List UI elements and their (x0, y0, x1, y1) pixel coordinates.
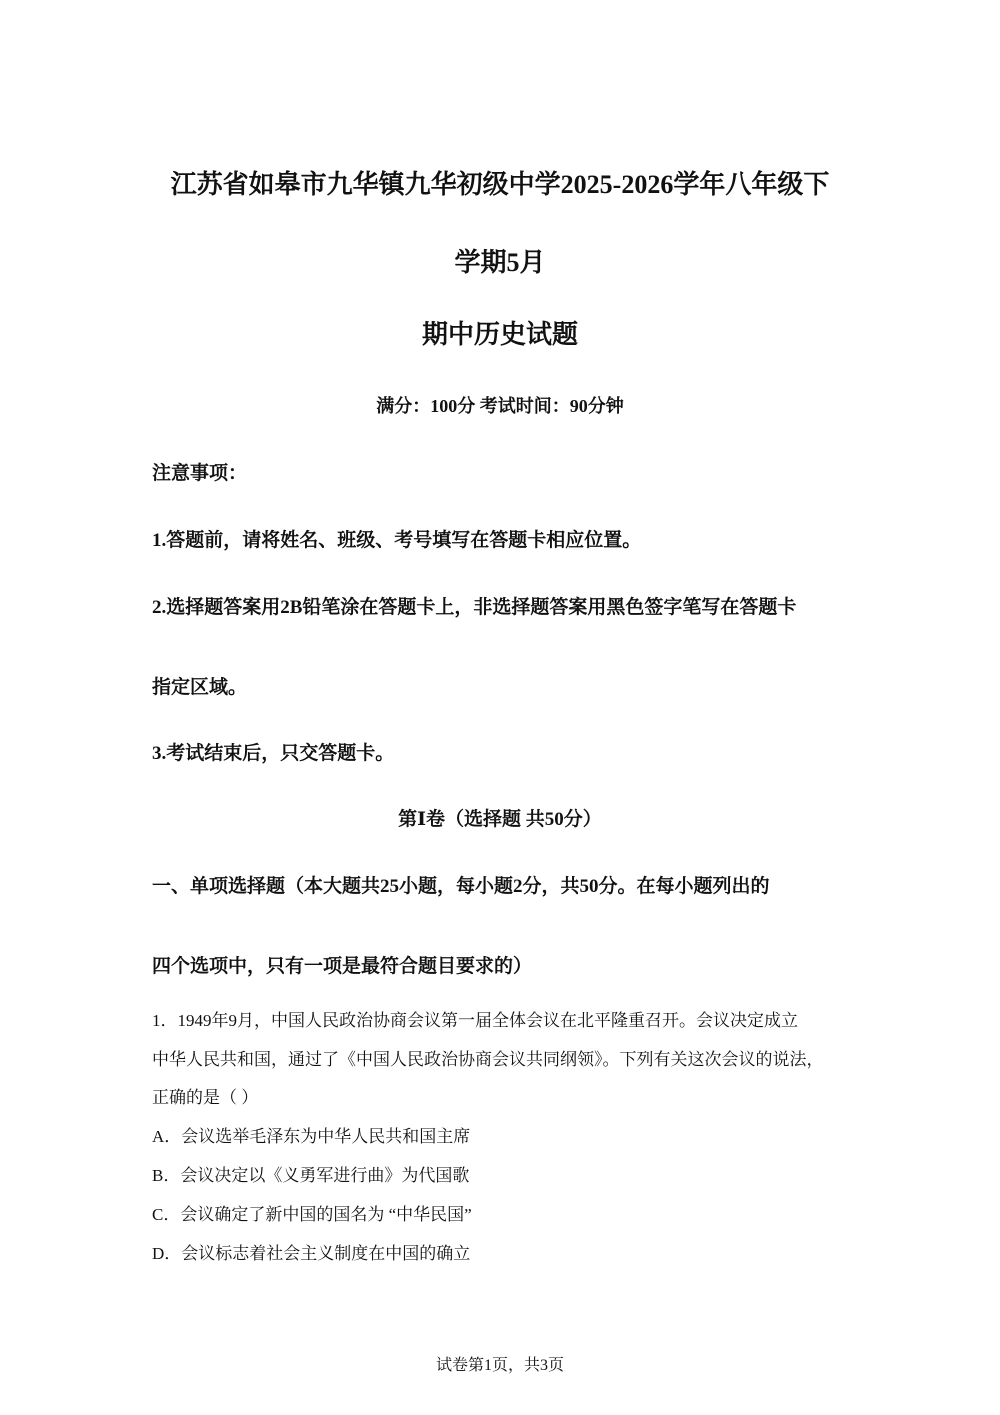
score-and-time: 满分：100分 考试时间：90分钟 (376, 396, 624, 416)
question-1-option-b: B．会议决定以《义勇军进行曲》为代国歌 (152, 1166, 470, 1185)
notice-item-2-continued: 指定区域。 (152, 677, 248, 698)
notice-item-2: 2.选择题答案用2B铅笔涂在答题卡上，非选择题答案用黑色签字笔写在答题卡 (152, 597, 797, 618)
page-footer: 试卷第1页，共3页 (435, 1357, 564, 1374)
notice-item-3: 3.考试结束后，只交答题卡。 (152, 743, 395, 764)
question-1-option-c: C．会议确定了新中国的国名为 “中华民国” (152, 1205, 472, 1224)
question-1-option-a: A．会议选举毛泽东为中华人民共和国主席 (152, 1127, 471, 1146)
exam-title-line-3: 期中历史试题 (421, 320, 578, 349)
question-1-stem-line-2: 中华人民共和国，通过了《中国人民政治协商会议共同纲领》。下列有关这次会议的说法， (152, 1050, 824, 1069)
notice-heading: 注意事项： (152, 463, 248, 484)
notice-item-1: 1.答题前，请将姓名、班级、考号填写在答题卡相应位置。 (152, 530, 642, 551)
question-1-option-d: D．会议标志着社会主义制度在中国的确立 (152, 1244, 471, 1263)
exam-title-line-1: 江苏省如皋市九华镇九华初级中学2025-2026学年八年级下 (170, 170, 830, 199)
section-heading-line-1: 一、单项选择题（本大题共25小题，每小题2分，共50分。在每小题列出的 (152, 876, 770, 897)
part-heading: 第Ⅰ卷（选择题 共50分） (398, 809, 602, 830)
exam-title-line-2: 学期5月 (454, 248, 546, 277)
question-1-stem-line-3: 正确的是（ ） (152, 1088, 259, 1107)
question-1-stem-line-1: 1．1949年9月，中国人民政治协商会议第一届全体会议在北平隆重召开。会议决定成立 (152, 1011, 798, 1030)
section-heading-line-2: 四个选项中，只有一项是最符合题目要求的） (152, 956, 533, 977)
